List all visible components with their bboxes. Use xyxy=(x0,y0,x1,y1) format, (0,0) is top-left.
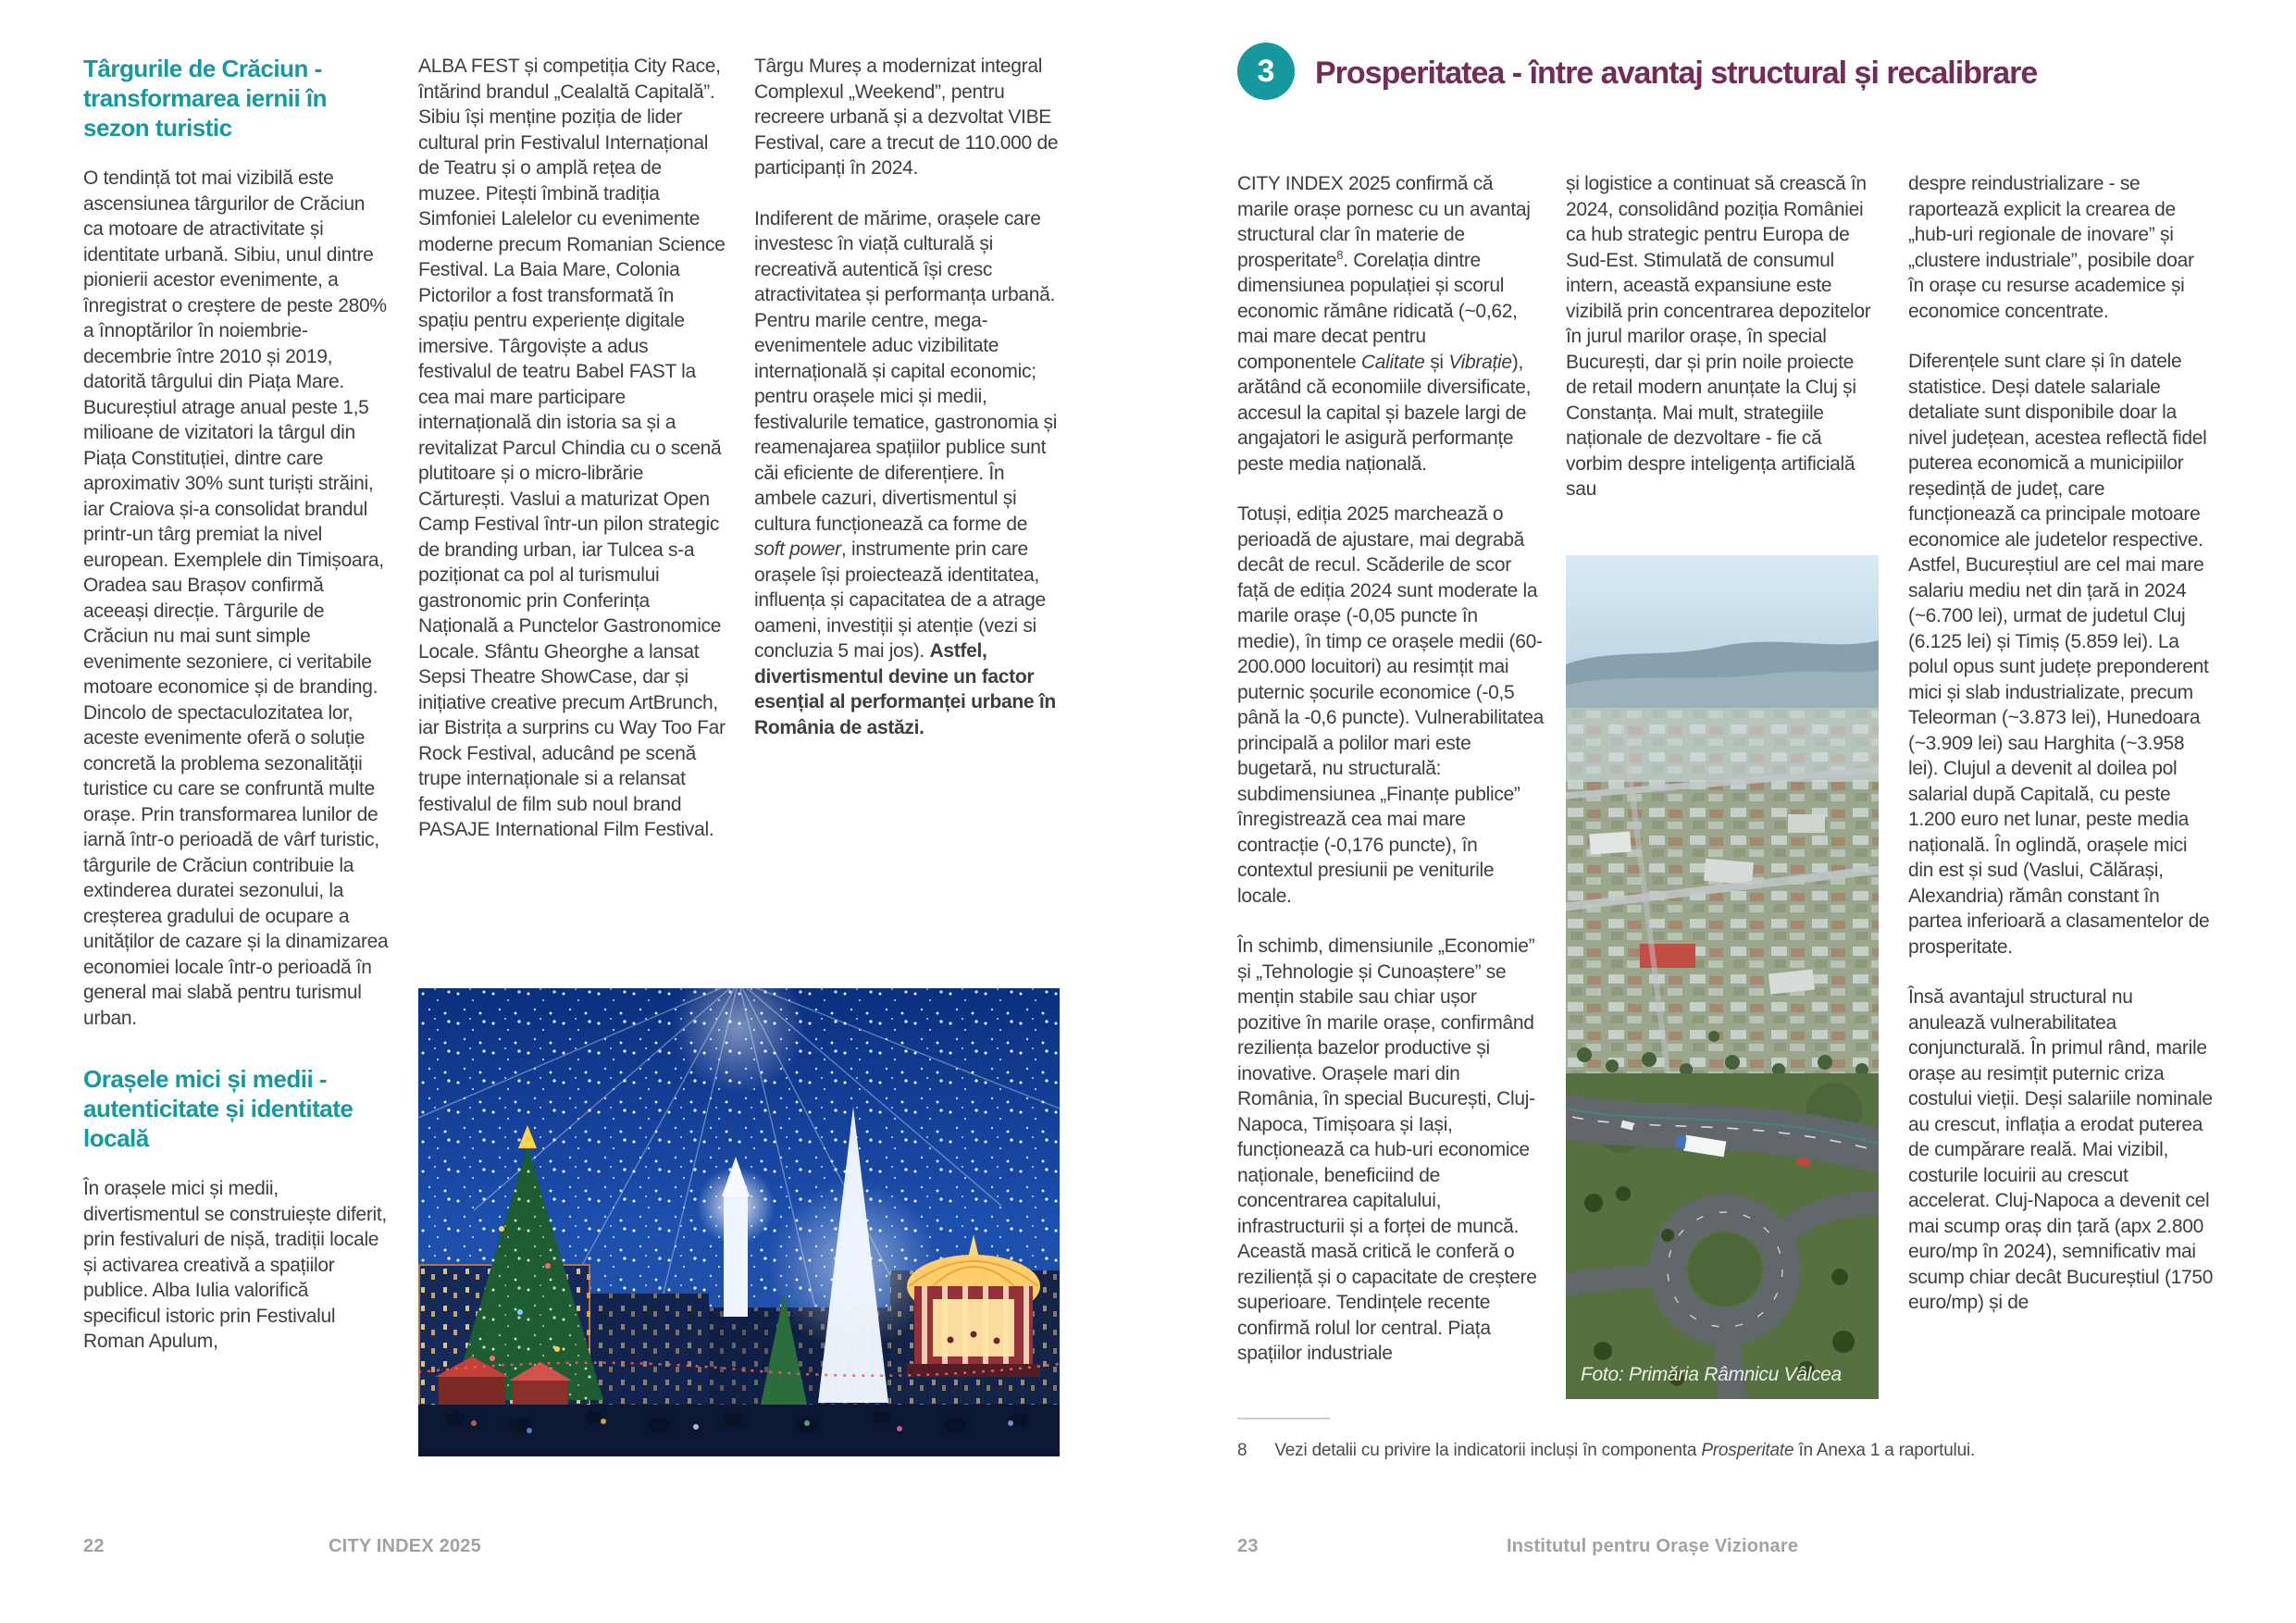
aerial-city-illustration xyxy=(1566,555,1879,1399)
text-segment: . Corelația dintre dimensiunea populației și scorul economic rămâne ridicată (~0,62, mai mare decat pentru componentele xyxy=(1237,249,1518,373)
left-footer-label: CITY INDEX 2025 xyxy=(329,1536,481,1556)
paragraph: ALBA FEST și competiția City Race, întărind brandul „Cealaltă Capitală”. Sibiu își menține poziția de lider cultural prin Festivalul Internațional de Teatru și o amplă rețea de muzee. Pitești îmbină tradiția Simfoniei Lalelelor cu evenimente moderne precum Romanian Science Festival. La Baia Mare, Colonia Pictorilor a fost transformată în spațiu pentru experiențe digitale imersive. Târgoviște a adus festivalul de teatru Babel FAST la cea mai mare participare internațională din istoria sa și a revitalizat Parcul Chindia cu o scenă plutitoare și o micro-librărie Cărturești. Vaslui a maturizat Open Camp Festival într-un pilon strategic de branding urban, iar Tulcea s-a poziționat ca pol al turismului gastronomic prin Conferința Națională a Punctelor Gastronomice Locale. Sfântu Gheorghe a lansat Sepsi Theatre ShowCase, dar și inițiative creative precum ArtBrunch, iar Bistrița a surprins cu Way Too Far Rock Festival, aducând pe scenă trupe internaționale si a relansat festivalul de film sub noul brand PASAJE International Film Festival. xyxy=(418,56,726,840)
text-segment: Indiferent de mărime, orașele care investesc în viață culturală și recreativă autentică își cresc atractivitatea și performanța urbană. Pentru marile centre, mega-evenimentele aduc vizibilitate internațională și capital economic; pentru orașele mici și medii, festivalurile tematice, gastronomia și reamenajarea spațiilor publice sunt căi eficiente de diferențiere. În ambele cazuri, divertismentul și cultura funcționează ca forme de xyxy=(754,207,1058,535)
footnote-number: 8 xyxy=(1237,1441,1247,1460)
text-segment: în Anexa 1 a raportului. xyxy=(1793,1441,1976,1460)
section-header xyxy=(1237,43,2228,100)
bold-conclusion: Astfel, divertismentul devine un factor esențial al performanței urbane în România de astăzi. xyxy=(754,640,1056,738)
italic-term-vibratie: Vibrație xyxy=(1448,351,1512,373)
right-page-column-1 xyxy=(1237,171,1545,1367)
paragraph: despre reindustrializare - se raportează explicit la crearea de „hub-uri regionale de inovare” și „clustere industriale”, posibile doar în orașe cu resurse academice și economice concentrate. xyxy=(1908,173,2194,322)
text-segment: ), arătând că economiile diversificate, accesul la capital și bazele largi de angajatori le asigură performanțe peste media națională. xyxy=(1237,351,1532,475)
text-segment: Vezi detalii cu privire la indicatorii incluși în componenta xyxy=(1274,1441,1702,1460)
section-number-badge: 3 xyxy=(1237,43,1295,100)
paragraph: Însă avantajul structural nu anulează vulnerabilitatea conjuncturală. În primul rând, marile orașe au resimțit puternic criza costului vieții. Deși salariile nominale au crescut, inflația a erodat puterea de cumpărare reală. Mai vizibil, costurile locuirii au crescut accelerat. Cluj-Napoca a devenit cel mai scump oraș din țară (apx 2.800 euro/mp în 2024), semnificativ mai scump chiar decât Bucureștiul (1750 euro/mp) și de xyxy=(1908,986,2214,1313)
right-footer-label: Institutul pentru Orașe Vizionare xyxy=(1507,1536,1799,1556)
right-page-number: 23 xyxy=(1237,1536,1259,1556)
article-heading-small-cities: Orașele mici și medii - autenticitate și identitate locală xyxy=(83,1065,354,1152)
paragraph: În orașele mici și medii, divertismentul se construiește diferit, prin festivaluri de nișă, tradiții locale și activarea creativă a spațiilor publice. Alba Iulia valorifică specificul istoric prin Festivalul Roman Apulum, xyxy=(83,1178,387,1352)
sky-and-hills xyxy=(1566,555,1879,717)
italic-term-calitate: Calitate xyxy=(1360,351,1425,373)
paragraph: Totuși, ediția 2025 marchează o perioadă de ajustare, mai degrabă decât de recul. Scăderile de scor față de ediția 2024 sunt moderate la marile orașe (-0,05 puncte în medie), în timp ce orașele medii (60-200.000 locuitori) au resimțit mai puternic șocurile economice (-0,5 până la -0,6 puncte). Vulnerabilitatea principală a polilor mari este bugetară, nu structurală: subdimensiunea „Finanțe publice” înregistrează cea mai mare contracție (-0,176 puncte), în contextul presiunii pe veniturile locale. xyxy=(1237,503,1545,907)
article-heading-christmas-markets: Târgurile de Crăciun - transformarea iernii în sezon turistic xyxy=(83,55,328,142)
photo-caption: Foto: Primăria Râmnicu Vâlcea xyxy=(1581,1364,1842,1385)
christmas-market-illustration xyxy=(418,988,1060,1456)
right-page-column-3 xyxy=(1908,171,2214,1316)
aerial-city-photo xyxy=(1566,555,1879,1399)
footnote xyxy=(1237,1440,2237,1462)
crowd xyxy=(418,1405,1060,1456)
paragraph: Diferențele sunt clare și în datele statistice. Deși datele salariale detaliate sunt disponibile doar la nivel județean, acestea reflectă fidel puterea economică a municipiilor reședință de județ, care funcționează ca principale motoare economice ale judetelor respective. Astfel, Bucureștiul are cel mai mare salariu mediu net din țară in 2024 (~6.700 lei), urmat de judetul Cluj (6.125 lei) și Timiș (5.859 lei). La polul opus sunt județe preponderent mici și slab industrializate, precum Teleorman (~3.873 lei), Hunedoara (~3.909 lei) sau Harghita (~3.958 lei). Clujul a devenit al doilea pol salarial după Capitală, cu peste 1.200 euro net lunar, peste media națională. În oglindă, orașele mici din est și sud (Vaslui, Călărași, Alexandria) rămân constant în partea inferioară a clasamentelor de prosperitate. xyxy=(1908,351,2210,958)
text-segment: și xyxy=(1424,351,1449,373)
paragraph xyxy=(754,206,1060,741)
road-interchange xyxy=(1566,1073,1879,1399)
italic-term-soft-power: soft power xyxy=(754,539,841,560)
right-page-column-2 xyxy=(1566,171,1879,502)
paragraph: și logistice a continuat să crească în 2024, consolidând poziția României ca hub strategic pentru Europa de Sud-Est. Stimulată de consumul intern, această expansiune este vizibilă prin concentrarea depozitelor în jurul marilor orașe, în special București, dar și prin noile proiecte de retail modern anunțate la Cluj și Constanța. Mai mult, strategiile naționale de dezvoltare - fie că vorbim despre inteligența artificială sau xyxy=(1566,173,1871,500)
footnote-divider xyxy=(1237,1418,1330,1419)
paragraph: Târgu Mureș a modernizat integral Complexul „Weekend”, pentru recreere urbană și a dezvoltat VIBE Festival, care a trecut de 110.000 de participanți în 2024. xyxy=(754,56,1059,179)
paragraph: O tendință tot mai vizibilă este ascensiunea târgurilor de Crăciun ca motoare de atractivitate și identitate urbană. Sibiu, unul dintre pionierii acestor evenimente, a înregistrat o creștere de peste 280% a înnoptărilor în noiembrie-decembrie între 2010 și 2019, datorită târgului din Piața Mare. Bucureștiul atrage anual peste 1,5 milioane de vizitatori la târgul din Piața Constituției, dintre care aproximativ 30% sunt turiști străini, iar Craiova și-a consolidat brandul printr-un târg premiat la nivel european. Exemplele din Timișoara, Oradea sau Brașov confirmă aceeași direcție. Târgurile de Crăciun nu mai sunt simple evenimente sezoniere, ci veritabile motoare economice și de branding. Dincolo de spectaculozitatea lor, aceste evenimente oferă o soluție concretă la problema sezonalității turistice cu care se confruntă multe orașe. Prin transformarea lunilor de iarnă într-o perioadă de vârf turistic, târgurile de Crăciun contribuie la extinderea duratei sezonului, la creșterea gradului de ocupare a unităților de cazare și la dinamizarea economiei locale într-o perioadă în general mai slabă pentru turismul urban. xyxy=(83,167,389,1029)
section-title: Prosperitatea - între avantaj structural și recalibrare xyxy=(1315,56,2038,91)
italic-term-prosperitate: Prosperitate xyxy=(1701,1441,1794,1460)
footnote-reference: 8 xyxy=(1336,247,1344,262)
text-segment: CITY INDEX 2025 confirmă că marile orașe pornesc cu un avantaj structural clar în materie de prosperitate xyxy=(1237,173,1531,271)
paragraph xyxy=(1237,171,1545,477)
left-page-number: 22 xyxy=(83,1536,105,1556)
paragraph: În schimb, dimensiunile „Economie” și „Tehnologie și Cunoaștere” se mențin stabile sau chiar ușor pozitive în marile orașe, confirmând reziliența bazelor productive și inovative. Orașele mari din România, în special București, Cluj-Napoca, Timișoara și Iași, funcționează ca hub-uri economice naționale, beneficiind de concentrarea capitalului, infrastructurii și a forței de muncă. Această masă critică le conferă o reziliență și o capacitate de creștere superioare. Tendințele recente confirmă rolul lor central. Piața spațiilor industriale xyxy=(1237,935,1537,1364)
left-page-column-3 xyxy=(754,54,1060,740)
city-blocks xyxy=(1566,708,1879,1078)
left-page-column-1 xyxy=(83,54,389,1355)
left-page-column-2 xyxy=(418,54,726,843)
text-segment: , instrumente prin care orașele își proiectează identitatea, influența și capacitatea de a atrage oameni, investiții și atenție (vezi si concluzia 5 mai jos). xyxy=(754,539,1046,662)
christmas-market-photo xyxy=(418,988,1060,1456)
footnote-text xyxy=(1274,1440,1975,1462)
